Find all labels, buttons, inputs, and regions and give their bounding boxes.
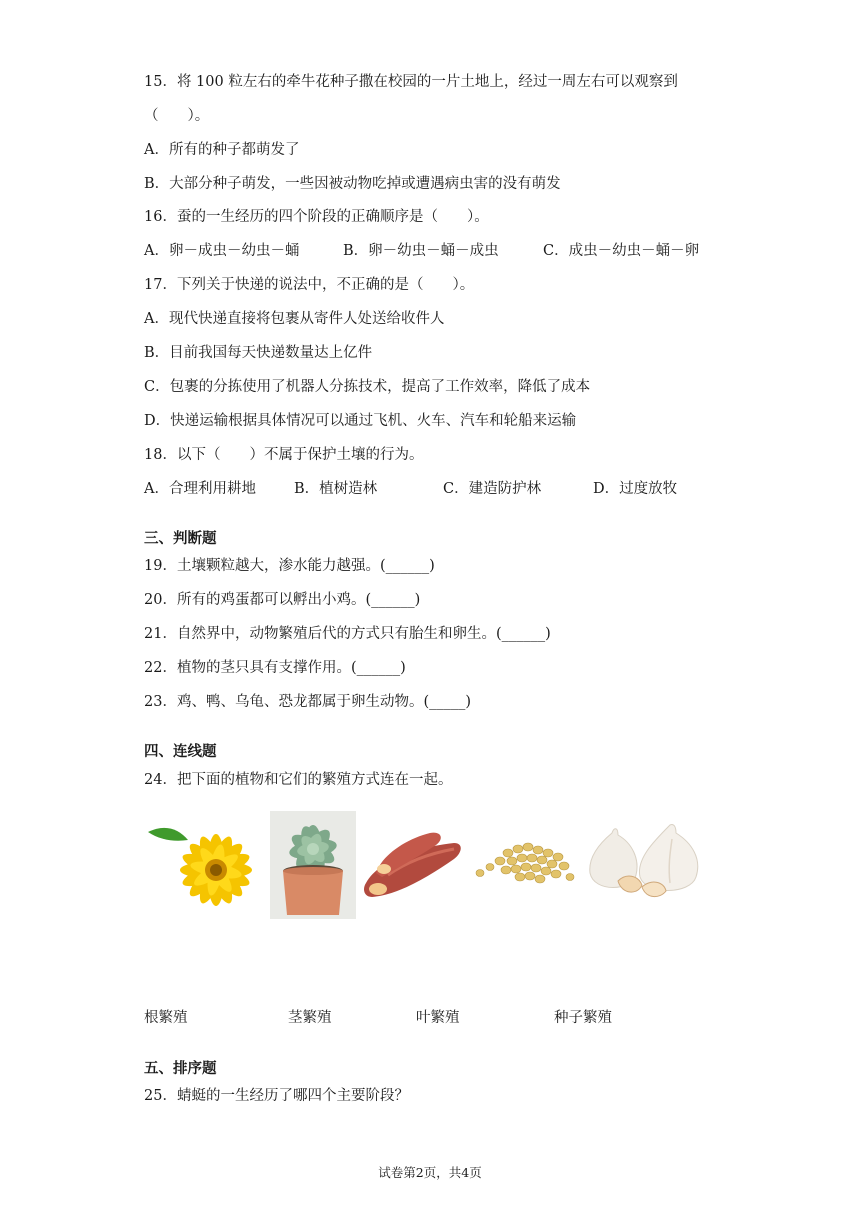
section4-title: 四、连线题: [144, 744, 217, 760]
q16-option-c: C．成虫－幼虫－蛹－卵: [543, 243, 700, 259]
q18-option-d: D．过度放牧: [593, 481, 678, 497]
q15-stem-line2: （ ）。: [144, 108, 210, 124]
q20: 20．所有的鸡蛋都可以孵出小鸡。(______): [144, 592, 421, 608]
section5-title: 五、排序题: [144, 1061, 217, 1077]
q16-stem: 16．蚕的一生经历的四个阶段的正确顺序是（ ）。: [144, 209, 489, 225]
label-seed-propagation: 种子繁殖: [554, 1010, 612, 1026]
q25: 25．蜻蜓的一生经历了哪四个主要阶段？: [144, 1088, 409, 1104]
section3-title: 三、判断题: [144, 531, 217, 547]
q18-option-a: A．合理利用耕地: [144, 481, 256, 497]
page-footer: 试卷第2页，共4页: [378, 1165, 482, 1180]
q23: 23．鸡、鸭、乌龟、恐龙都属于卵生动物。(_____): [144, 694, 472, 710]
q18-option-c: C．建造防护林: [443, 481, 542, 497]
q16-option-a: A．卵－成虫－幼虫－蛹: [144, 243, 300, 259]
sweet-potato-image: [358, 825, 466, 905]
q15-option-a: A．所有的种子都萌发了: [144, 142, 300, 158]
q22: 22．植物的茎只具有支撑作用。(______): [144, 660, 406, 676]
sunflower-image: [144, 818, 268, 920]
label-leaf-propagation: 叶繁殖: [416, 1010, 460, 1026]
q15-stem-line1: 15．将 100 粒左右的牵牛花种子撒在校园的一片土地上，经过一周左右可以观察到: [144, 74, 678, 90]
q18-option-b: B．植树造林: [294, 481, 378, 497]
soybeans-image: [470, 833, 580, 893]
q15-option-b: B．大部分种子萌发，一些因被动物吃掉或遭遇病虫害的没有萌发: [144, 176, 561, 192]
q24: 24．把下面的植物和它们的繁殖方式连在一起。: [144, 772, 453, 788]
q17-option-d: D．快递运输根据具体情况可以通过飞机、火车、汽车和轮船来运输: [144, 413, 577, 429]
label-root-propagation: 根繁殖: [144, 1010, 188, 1026]
q17-option-b: B．目前我国每天快递数量达上亿件: [144, 345, 373, 361]
q17-option-c: C．包裹的分拣使用了机器人分拣技术，提高了工作效率，降低了成本: [144, 379, 591, 395]
succulent-image: [270, 811, 356, 919]
q19: 19．土壤颗粒越大，渗水能力越强。(______): [144, 558, 435, 574]
q17-stem: 17．下列关于快递的说法中，不正确的是（ ）。: [144, 277, 475, 293]
q21: 21．自然界中，动物繁殖后代的方式只有胎生和卵生。(______): [144, 626, 551, 642]
garlic-image: [584, 823, 706, 903]
q18-stem: 18．以下（ ）不属于保护土壤的行为。: [144, 447, 424, 463]
label-stem-propagation: 茎繁殖: [288, 1010, 332, 1026]
q16-option-b: B．卵－幼虫－蛹－成虫: [343, 243, 499, 259]
q17-option-a: A．现代快递直接将包裹从寄件人处送给收件人: [144, 311, 445, 327]
